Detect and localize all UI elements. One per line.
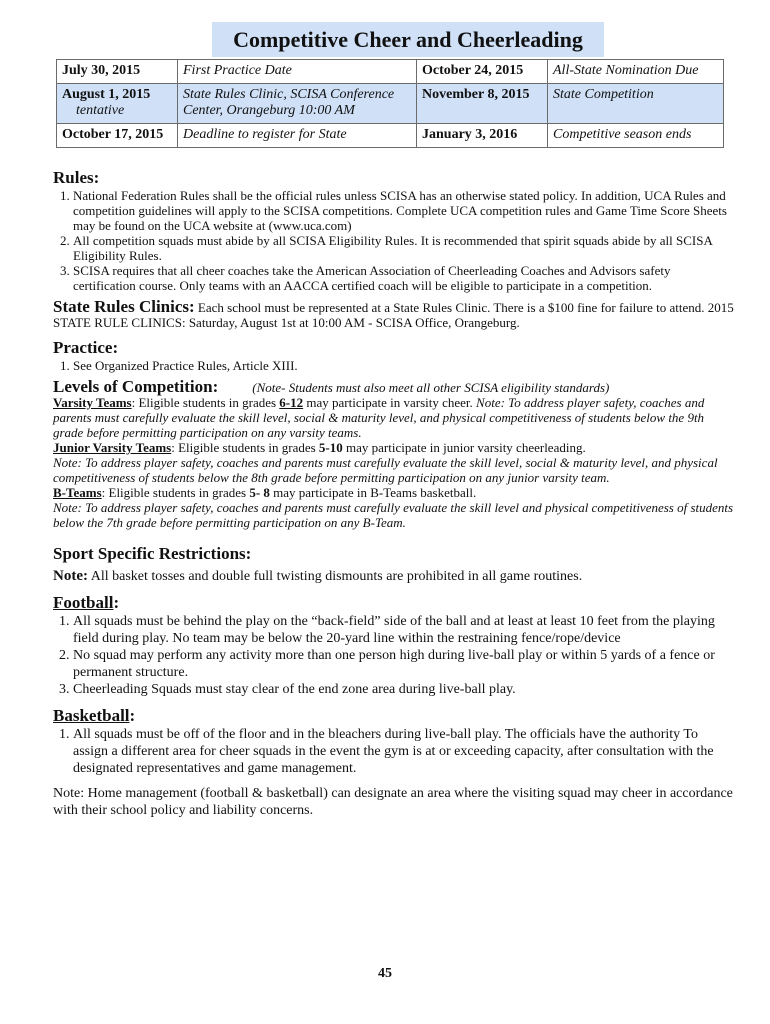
rules-list xyxy=(53,188,735,293)
table-row xyxy=(57,124,724,148)
schedule-date-note: tentative xyxy=(76,103,125,118)
schedule-date: November 8, 2015 xyxy=(417,84,548,124)
page-content xyxy=(53,168,735,819)
schedule-date: October 24, 2015 xyxy=(417,60,548,84)
jv-label: Junior Varsity Teams xyxy=(53,440,172,455)
football-heading-line xyxy=(53,593,735,613)
schedule-date-cell xyxy=(57,84,178,124)
clinics-paragraph xyxy=(53,299,735,330)
jv-text: may participate in junior varsity cheerleading. xyxy=(342,440,586,455)
list-item: 3. Cheerleading Squads must stay clear of the end zone area during live-ball play. xyxy=(73,681,735,698)
list-item: 1. See Organized Practice Rules, Article XIII. xyxy=(73,358,735,373)
bteam-grades: 5- 8 xyxy=(249,485,270,500)
list-item: 1. All squads must be off of the floor and in the bleachers during live-ball play. The officials have the authority To assign a different area for cheer squads in the event the gym is at or exceeding capacity, after consultation with the designated representatives and game management. xyxy=(73,726,735,777)
schedule-table xyxy=(56,59,724,148)
bteam-label: B-Teams xyxy=(53,485,102,500)
varsity-paragraph xyxy=(53,395,735,440)
schedule-event: All-State Nomination Due xyxy=(548,60,724,84)
sport-note-text: All basket tosses and double full twisting dismounts are prohibited in all game routines. xyxy=(87,569,583,584)
bteam-note: Note: To address player safety, coaches and parents must carefully evaluate the skill level and physical competitiveness of students below the 7th grade before permitting participation on any B-Team. xyxy=(53,500,734,530)
schedule-date: August 1, 2015 xyxy=(62,87,151,102)
football-list xyxy=(53,613,735,698)
schedule-date: July 30, 2015 xyxy=(57,60,178,84)
practice-list xyxy=(53,358,735,373)
clinics-heading: State Rules Clinics: xyxy=(53,297,195,316)
list-item: 1. National Federation Rules shall be the official rules unless SCISA has an otherwise stated policy. In addition, UCA Rules and competition guidelines will apply to the SCISA competitions. Complete UCA competition rules and Game Time Score Sheets may be found on the UCA website at (www.uca.com) xyxy=(73,188,735,233)
bteam-text: may participate in B-Teams basketball. xyxy=(269,485,477,500)
sport-heading: Sport Specific Restrictions: xyxy=(53,544,252,563)
jv-paragraph xyxy=(53,440,735,455)
football-heading: Football xyxy=(53,593,114,612)
levels-heading-line xyxy=(53,379,735,395)
jv-text: : Eligible students in grades xyxy=(171,440,319,455)
basketball-colon: : xyxy=(129,706,136,725)
jv-note: Note: To address player safety, coaches and parents must carefully evaluate the skill level, social & maturity level, and physical competitiveness of students below the 8th grade before permitting participation on any junior varsity team. xyxy=(53,455,718,485)
list-item: 2. No squad may perform any activity more than one person high during live-ball play or within 5 yards of a fence or permanent structure. xyxy=(73,647,735,681)
varsity-text: may participate in varsity cheer. xyxy=(303,395,477,410)
varsity-label: Varsity Teams xyxy=(53,395,132,410)
sport-note-label: Note: xyxy=(53,568,88,584)
varsity-text: : Eligible students in grades xyxy=(131,395,280,410)
schedule-event: State Competition xyxy=(548,84,724,124)
list-item: 3. SCISA requires that all cheer coaches take the American Association of Cheerleading Coaches and Advisors safety certification course. Only teams with an AACCA certified coach will be eligible to participate in a competition. xyxy=(73,263,735,293)
sport-note xyxy=(53,568,735,585)
rules-heading: Rules: xyxy=(53,168,100,187)
bteam-text: : Eligible students in grades xyxy=(101,485,250,500)
schedule-event: State Rules Clinic, SCISA Conference Center, Orangeburg 10:00 AM xyxy=(178,84,417,124)
page-title: Competitive Cheer and Cheerleading xyxy=(212,22,604,57)
varsity-grades: 6-12 xyxy=(279,395,304,410)
page-number: 45 xyxy=(378,966,392,981)
bteam-paragraph xyxy=(53,485,735,500)
list-item: 1. All squads must be behind the play on the “back-field” side of the ball and at least at least 10 feet from the playing field during play. No team may be below the 20-yard line within the restraining fence/rope/device xyxy=(73,613,735,647)
schedule-date: January 3, 2016 xyxy=(417,124,548,148)
table-row xyxy=(57,84,724,124)
levels-note: (Note- Students must also meet all other SCISA eligibility standards) xyxy=(252,380,610,395)
football-colon: : xyxy=(113,593,120,612)
schedule-event: First Practice Date xyxy=(178,60,417,84)
varsity-note: Note: To address player safety, coaches and parents must carefully evaluate the skill level, social & maturity level, and physical competitiveness of students below the 9th grade before permitting participation on any varsity teams. xyxy=(53,395,705,440)
schedule-event: Deadline to register for State xyxy=(178,124,417,148)
practice-heading: Practice: xyxy=(53,338,119,357)
basketball-note: Note: Home management (football & basketball) can designate an area where the visiting squad may cheer in accordance with their school policy and liability concerns. xyxy=(53,786,733,818)
schedule-date: October 17, 2015 xyxy=(57,124,178,148)
table-row xyxy=(57,60,724,84)
schedule-event: Competitive season ends xyxy=(548,124,724,148)
basketball-heading: Basketball xyxy=(53,706,130,725)
list-item: 2. All competition squads must abide by all SCISA Eligibility Rules. It is recommended that spirit squads abide by all SCISA Eligibility Rules. xyxy=(73,233,735,263)
clinics-text: Each school must be represented at a State Rules Clinic. There is a $100 fine for failure to attend. 2015 STATE RULE CLINICS: Saturday, August 1st at 10:00 AM - SCISA Office, Orangeburg. xyxy=(53,300,734,330)
levels-heading: Levels of Competition: xyxy=(53,377,219,396)
basketball-list xyxy=(53,726,735,777)
basketball-heading-line xyxy=(53,706,735,726)
jv-grades: 5-10 xyxy=(318,440,343,455)
